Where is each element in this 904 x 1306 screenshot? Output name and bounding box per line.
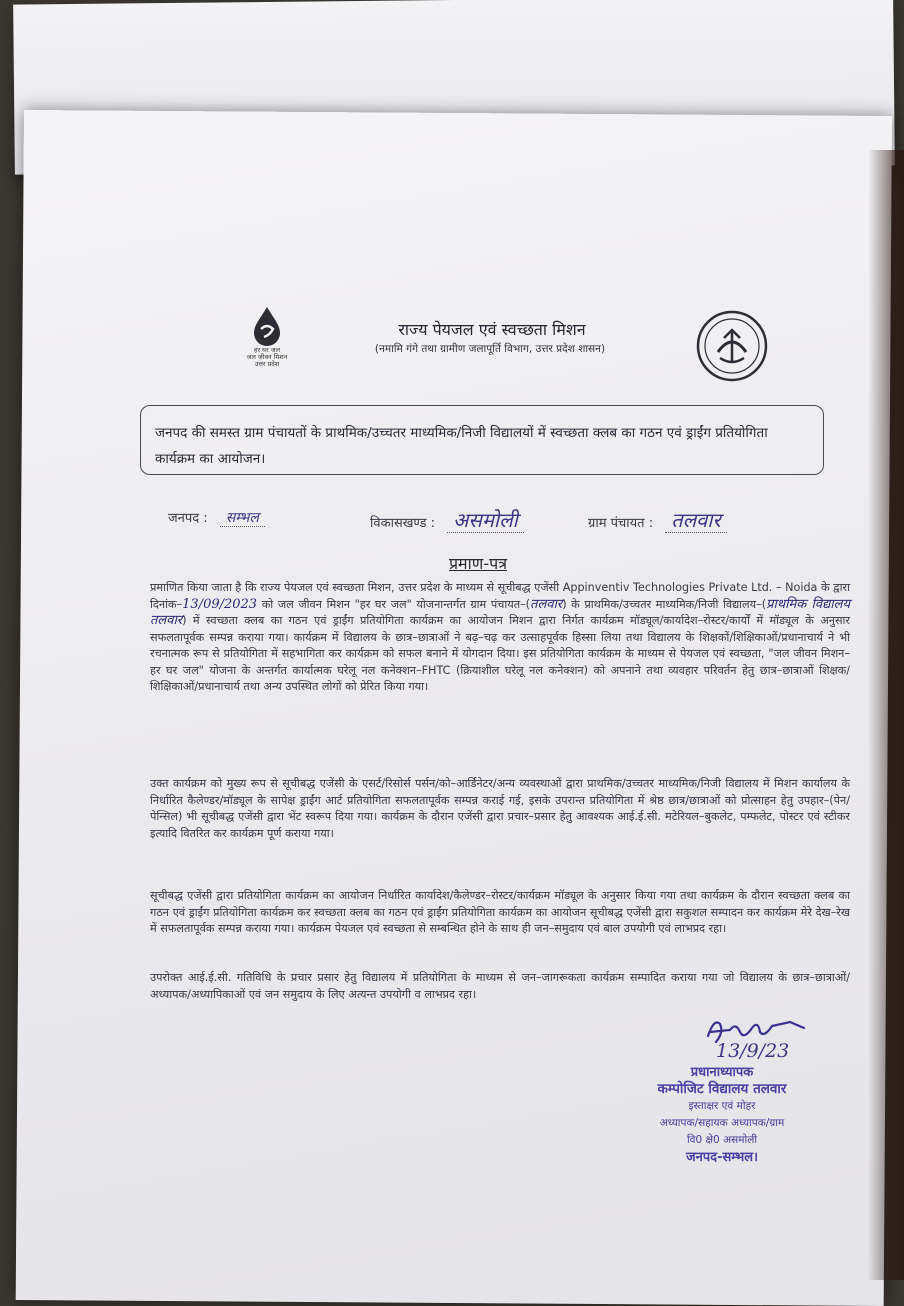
paragraph-2: उक्त कार्यक्रम को मुख्य रूप से सूचीबद्ध एजेंसी के एसर्ट/रिसोर्स पर्सन/को–आर्डिनेटर/अन्य व्यवस्थाओं द्वारा प्राथमिक/उच्चतर माध्यमिक/निजी विद्यालय में मिशन कार्यालय के निर्धारित कैलेण्डर/मॉड्यूल के सापेक्ष ड्राईंग आर्ट प्रतियोगिता सफलतापूर्वक सम्पन्न कराई गई, इसके उपरान्त प्रतियोगिता में श्रेष्ठ छात्र/छात्राओं को प्रोत्साहन हेतु उपहार–(पेन/पेन्सिल) भी सूचीबद्ध एजेंसी द्वारा भेंट स्वरूप दिया गया। कार्यक्रम के दौरान एजेंसी द्वारा प्रचार–प्रसार हेतु आवश्यक आई.ई.सी. मटेरियल–बुकलेट, पम्फलेट, पोस्टर एवं स्टीकर इत्यादि वितरित कर कार्यक्रम पूर्ण कराया गया।: [150, 777, 850, 840]
school-name: प्राथमिक विद्यालय तलवार: [150, 596, 850, 628]
block-label: विकासखण्ड :: [370, 516, 436, 531]
logo-caption: हर घर जल जल जीवन मिशन उत्तर प्रदेश: [246, 346, 288, 368]
program-title-box: [140, 405, 824, 475]
event-date: 13/09/2023: [182, 596, 258, 612]
mission-subtitle: (नमामि गंगे तथा ग्रामीण जलापूर्ति विभाग, उत्तर प्रदेश शासन): [374, 343, 606, 355]
up-government-emblem: [694, 308, 770, 384]
stamp-district: जनपद-सम्भल।: [685, 1150, 759, 1165]
stamp-line3: इस्ताक्षर एवं मोहर: [688, 1100, 756, 1112]
paragraph-3: सूचीबद्ध एजेंसी द्वारा प्रतियोगिता कार्यक्रम का आयोजन निर्धारित कार्यादेश/कैलेण्डर–रोस्टर/कार्यक्रम मॉड्यूल के अनुसार किया गया तथा कार्यक्रम के दौरान स्वच्छता क्लब का गठन एवं ड्राईंग प्रतियोगिता कार्यक्रम कर स्वच्छता क्लब का गठन एवं ड्राईंग प्रतियोगिता कार्यक्रम का आयोजन सूचीबद्ध एजेंसी द्वारा सकुशल सम्पादन कर कार्यक्रम मेरे देख–रेख में सफलतापूर्वक सम्पन्न कराया गया। कार्यक्रम पेयजल एवं स्वच्छता से सम्बन्धित होने के साथ ही जन–समुदाय एवं बाल उपयोगी एवं लाभप्रद रहा।: [150, 889, 850, 935]
school-stamp: [612, 1064, 832, 1166]
para1-part1: प्रमाणित किया जाता है कि राज्य पेयजल एवं स्वच्छता मिशन, उत्तर प्रदेश के माध्यम से सूचीबद्ध एजेंसी Appinventiv Technologies Private Ltd. – Noida के द्वारा दिनांक–: [150, 581, 850, 611]
program-title: जनपद की समस्त ग्राम पंचायतों के प्राथमिक/उच्चतर माध्यमिक/निजी विद्यालयों में स्वच्छता क्लब का गठन एवं ड्राईंग प्रतियोगिता कार्यक्रम का आयोजन।: [155, 425, 768, 467]
panchayat-name: तलवार: [530, 596, 563, 612]
para1-part2: को जल जीवन मिशन "हर घर जल" योजनान्तर्गत ग्राम पंचायत–(: [257, 597, 531, 611]
mission-title: राज्य पेयजल एवं स्वच्छता मिशन: [398, 320, 586, 339]
stamp-school: कम्पोजिट विद्यालय तलवार: [657, 1081, 787, 1097]
block-value: असमोली: [447, 508, 524, 533]
stamp-line4: अध्यापक/सहायक अध्यापक/ग्राम: [659, 1117, 785, 1129]
stamp-block: वि0 क्षे0 असमोली: [686, 1134, 758, 1146]
table-edge: [868, 150, 904, 1280]
panchayat-field: [588, 506, 727, 533]
block-field: [370, 506, 524, 533]
certificate-heading: प्रमाण-पत्र: [448, 554, 508, 573]
panchayat-value: तलवार: [665, 508, 726, 533]
signature-date: 13/9/23: [716, 1040, 790, 1062]
water-drop-icon: [250, 305, 284, 347]
district-value: सम्भल: [220, 510, 265, 527]
emblem-seal-icon: [694, 308, 770, 384]
stamp-designation: प्रधानाध्यापक: [690, 1065, 754, 1080]
paragraph-1: [150, 580, 850, 696]
panchayat-label: ग्राम पंचायत :: [588, 516, 654, 531]
district-label: जनपद :: [168, 511, 208, 526]
district-field: [168, 508, 265, 527]
para1-part4: ) में स्वच्छता क्लब का गठन एवं ड्राईंग प्रतियोगिता कार्यक्रम का आयोजन मिशन द्वारा निर्गत कार्यक्रम मॉड्यूल/कार्यादेश–रोस्टर/कार्यों में मॉड्यूल के अनुसार सफलतापूर्वक सम्पन्न कराया गया। कार्यक्रम में विद्यालय के छात्र–छात्राओं ने बढ़–चढ़ कर उत्साहपूर्वक हिस्सा लिया तथा विद्यालय के शिक्षकों/शिक्षिकाओं/प्रधानाचार्य ने भी रचनात्मक रूप से प्रतियोगिता में सहभागिता कर कार्यक्रम को सफल बनाने में योगदान दिया। इस प्रतियोगिता कार्यक्रम के माध्यम से पेयजल एवं स्वच्छता, "जल जीवन मिशन–हर घर जल" योजना के अन्तर्गत कार्यात्मक घरेलू नल कनेक्शन–FHTC (क्रियाशील घरेलू नल कनेक्शन) को अपनाने तथा व्यवहार परिवर्तन हेतु छात्र–छात्राओं शिक्षक/शिक्षिकाओं/प्रधानाचार्य तथा अन्य उपस्थित लोगों को प्रेरित किया गया।: [150, 614, 850, 693]
para1-part3: ) के प्राथमिक/उच्चतर माध्यमिक/निजी विद्यालय–(: [562, 597, 767, 611]
paragraph-4: उपरोक्त आई.ई.सी. गतिविधि के प्रचार प्रसार हेतु विद्यालय में प्रतियोगिता के माध्यम से जन–जागरूकता कार्यक्रम सम्पादित कराया गया जो विद्यालय के छात्र–छात्राओं/अध्यापक/अध्यापिकाओं एवं जन समुदाय के लिए अत्यन्त उपयोगी व लाभप्रद रहा।: [150, 971, 850, 1001]
jal-jeevan-mission-logo: [236, 305, 298, 373]
